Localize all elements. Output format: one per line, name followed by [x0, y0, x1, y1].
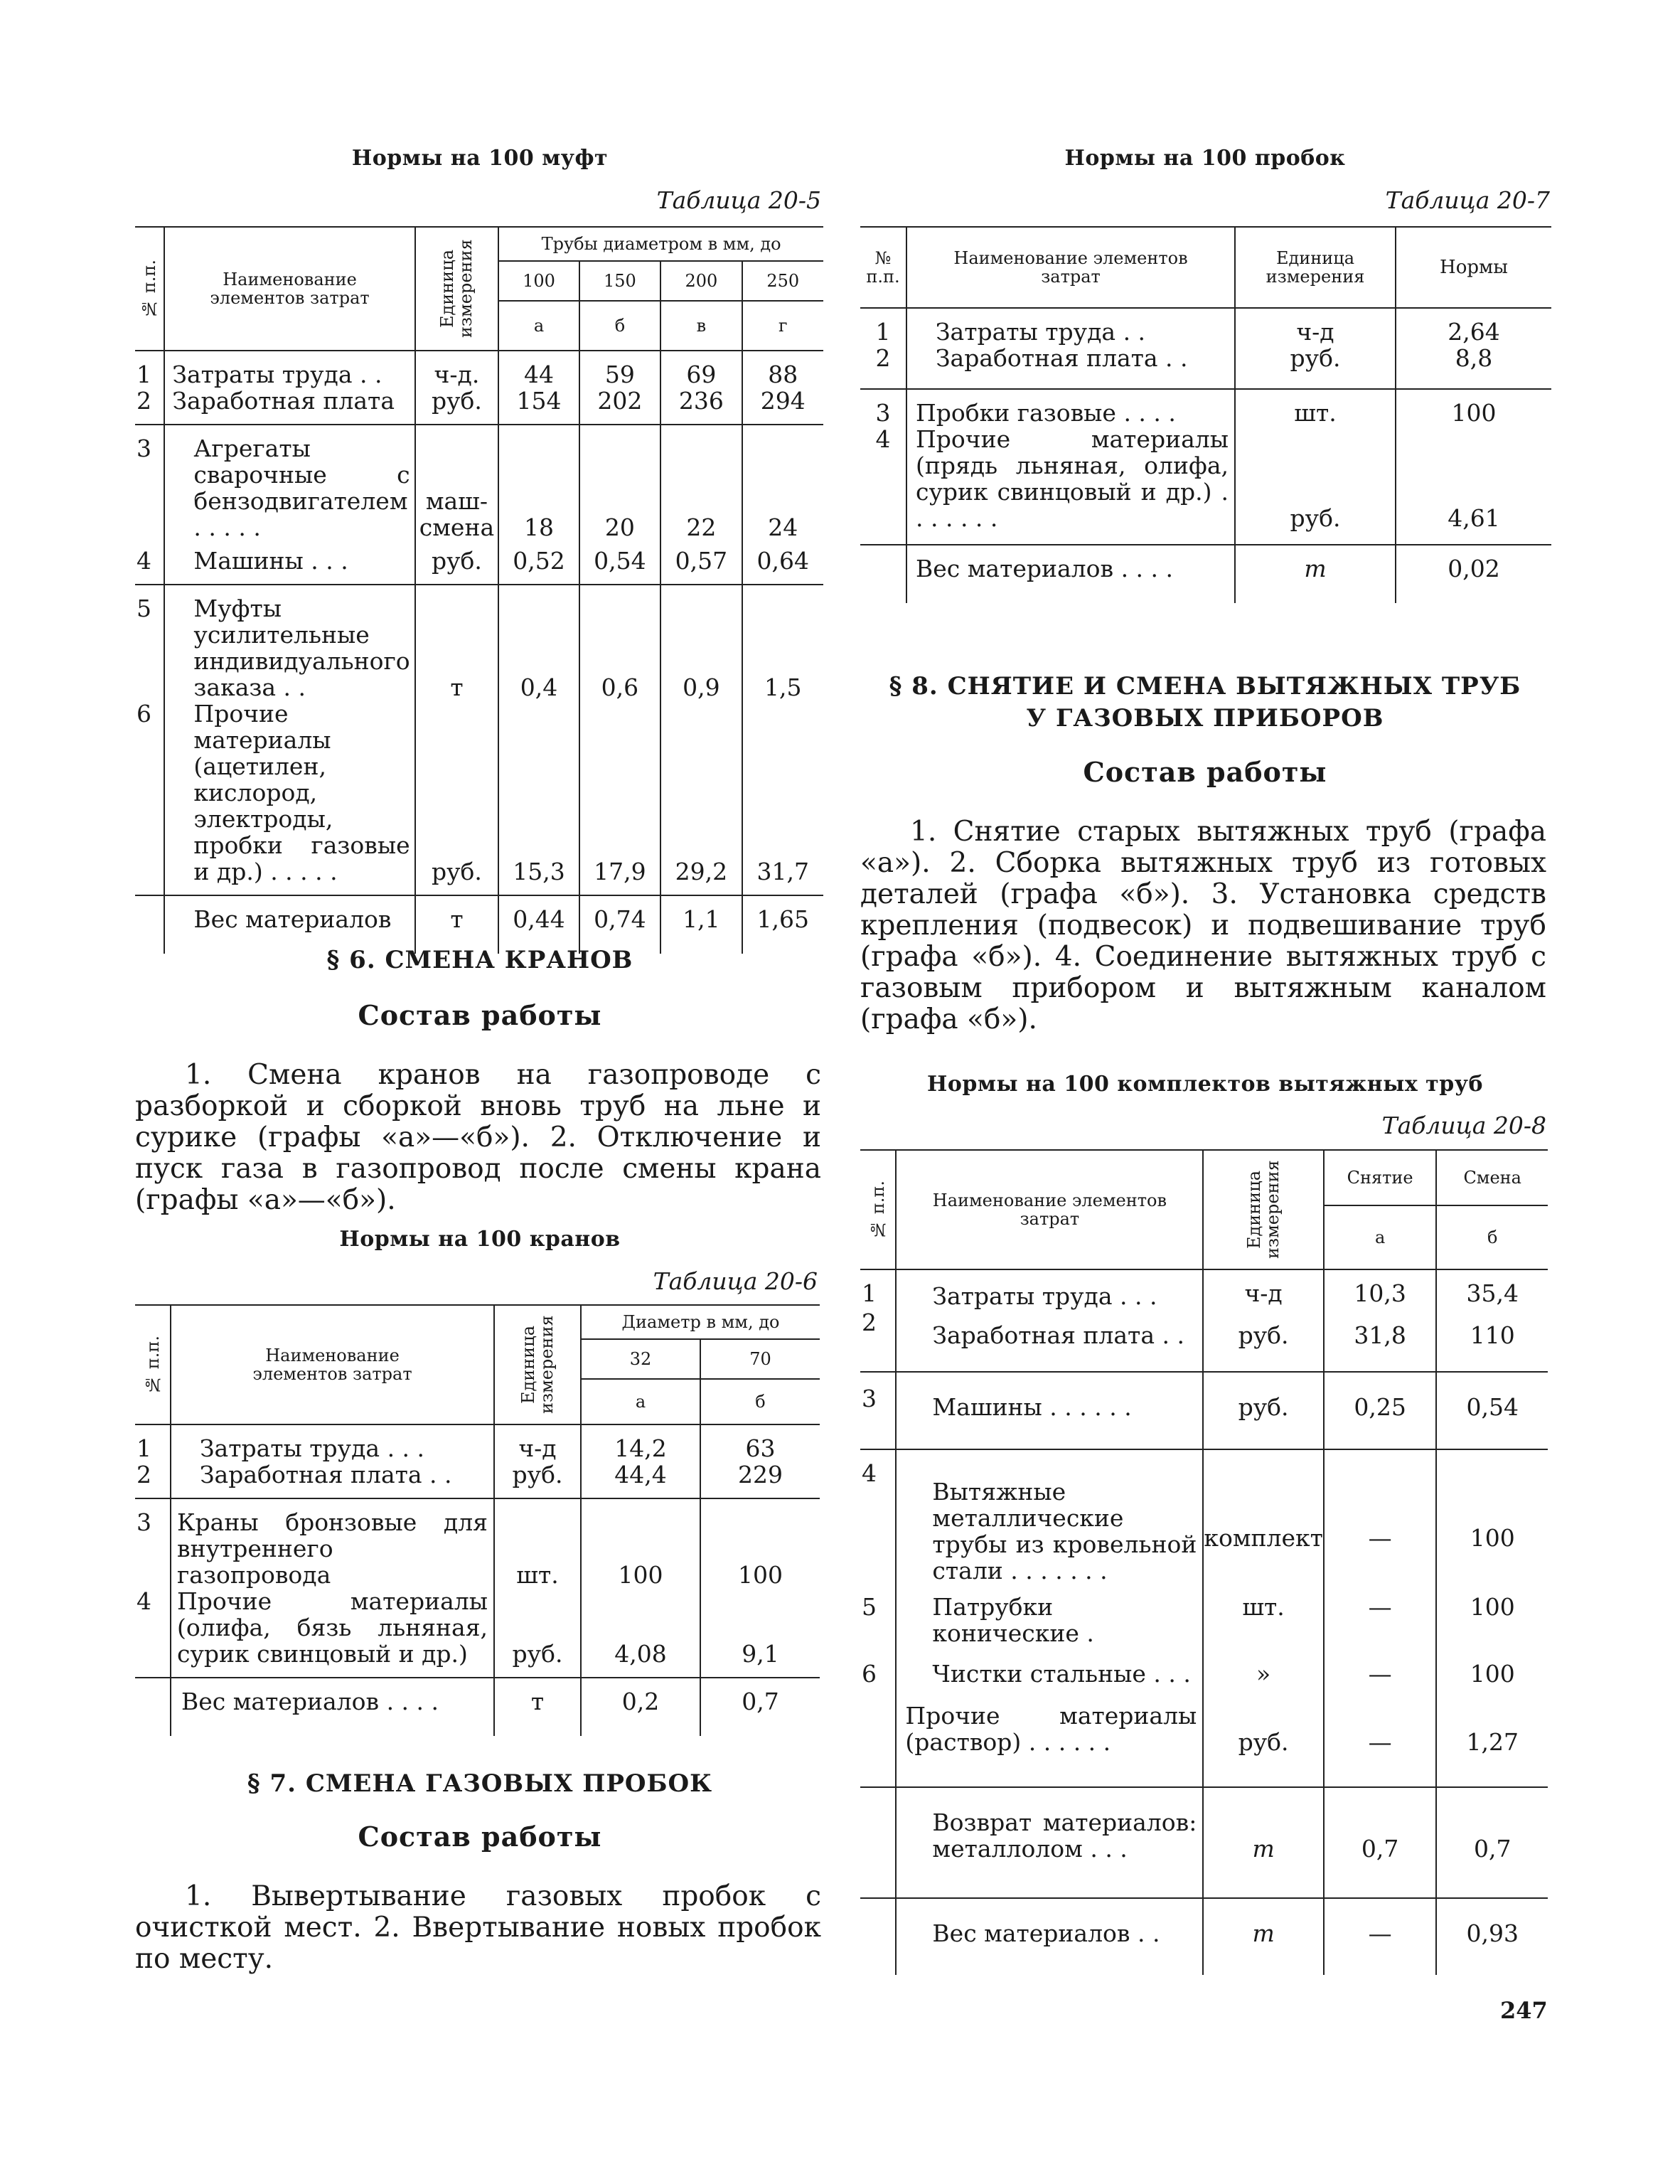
table-20-7-number: Таблица 20-7	[1385, 186, 1550, 214]
table-row: 2 Заработная плата . . руб. 31,8 110	[860, 1309, 1548, 1372]
header-size-a: 32	[581, 1339, 700, 1379]
header-group: Диаметр в мм, до	[581, 1305, 820, 1339]
header-letter-a: а	[498, 301, 579, 351]
table-row: Прочие материалы (раствор) . . . . . . руб. — 1,27	[860, 1687, 1548, 1787]
section-7-heading: § 7. СМЕНА ГАЗОВЫХ ПРОБОК	[247, 1769, 713, 1798]
table-row: 4 Прочие материалы (олифа, бязь льняная, сурик свинцовый и др.) руб. 4,08 9,1	[135, 1588, 820, 1678]
header-unit: Единица измерения	[1203, 1150, 1324, 1269]
header-unit: Единица измерения	[1235, 227, 1396, 308]
table-20-8-number: Таблица 20-8	[1381, 1112, 1546, 1139]
table-row: Возврат материалов: металлолом . . . т 0,7 0,7	[860, 1787, 1548, 1898]
header-letter-a: а	[1324, 1205, 1437, 1269]
table-20-5-title: Нормы на 100 муфт	[351, 146, 609, 171]
table-row: 1 Затраты труда . . . ч-д 10,3 35,4	[862, 1279, 1519, 1310]
table-row: Вес материалов . . . . т 0,2 0,7	[135, 1678, 820, 1736]
table-20-7	[860, 226, 1551, 603]
table-row: 3 Пробки газовые . . . . шт. 100	[860, 389, 1551, 426]
table-row: Вес материалов т 0,44 0,74 1,1 1,65	[135, 895, 823, 954]
header-letter-b: б	[1436, 1205, 1548, 1269]
header-name: Наименование элементов затрат	[171, 1305, 494, 1424]
table-row: Вес материалов . . . . т 0,02	[860, 545, 1551, 603]
header-nn: № п.п.	[135, 227, 164, 351]
header-letter-b: б	[579, 301, 660, 351]
header-size-b: 70	[700, 1339, 820, 1379]
table-row: 5 Муфты усилительные индивидуального заказа . . т 0,4 0,6 0,9 1,5	[135, 585, 823, 701]
section-8-subheading: Состав работы	[1083, 756, 1327, 788]
section-6-subheading: Состав работы	[358, 999, 602, 1031]
section-7-text: 1. Вывертывание газовых пробок с очисткой мест. 2. Ввертывание новых пробок по месту.	[135, 1880, 821, 1975]
section-6-text: 1. Смена кранов на газопроводе с разборкой и сборкой вновь труб на льне и сурике (графы «а»—«б»). 2. Отключение и пуск газа в газопровод после смены крана (графы «а»—«б»).	[135, 1059, 821, 1216]
section-8-text: 1. Снятие старых вытяжных труб (графа «а»). 2. Сборка вытяжных труб из готовых деталей (графа «б»). 3. Установка средств крепления (подвесок) и подвешивание труб (графа «б»). 4. Соединение вытяжных труб с газовым прибором и вытяжным каналом (графа «б»).	[860, 816, 1546, 1035]
table-row: 2 Заработная плата . . руб. 44,4 229	[135, 1461, 820, 1498]
header-nn: № п.п.	[860, 227, 906, 308]
header-nn: № п.п.	[135, 1305, 171, 1424]
header-size-c: 200	[660, 261, 742, 301]
section-7-subheading: Состав работы	[358, 1821, 602, 1853]
header-group: Трубы диаметром в мм, до	[498, 227, 823, 261]
header-letter-c: в	[660, 301, 742, 351]
header-size-d: 250	[742, 261, 823, 301]
header-unit: Единица измерения	[494, 1305, 581, 1424]
table-20-6-number: Таблица 20-6	[653, 1267, 818, 1295]
header-col-replace: Смена	[1436, 1150, 1548, 1205]
table-row: 3 Агрегаты сварочные с бензодвигателем . . . . . маш-смена 18 20 22 24	[135, 425, 823, 540]
table-row: 6 Прочие материалы (ацетилен, кислород, электроды, пробки газовые и др.) . . . . . руб. 15,3 17,9 29,2 31,7	[135, 701, 823, 895]
table-20-7-title: Нормы на 100 пробок	[1064, 146, 1346, 171]
section-8-heading-line1: § 8. СНЯТИЕ И СМЕНА ВЫТЯЖНЫХ ТРУБ	[889, 672, 1521, 701]
header-nn: № п.п.	[860, 1150, 896, 1269]
table-row: 5 Патрубки конические . шт. — 100	[860, 1584, 1548, 1646]
table-20-8-title: Нормы на 100 комплектов вытяжных труб	[927, 1072, 1483, 1097]
table-row: 6 Чистки стальные . . . » — 100	[860, 1646, 1548, 1687]
table-row: 1 Затраты труда . . ч-д 2,64	[860, 319, 1551, 345]
table-row: 4 Вытяжные металлические трубы из кровельной стали . . . . . . . комплект — 100	[860, 1449, 1548, 1584]
table-20-8	[860, 1149, 1548, 1975]
header-letter-b: б	[700, 1379, 820, 1424]
header-unit: Единица измерения	[415, 227, 499, 351]
table-row: 4 Машины . . . руб. 0,52 0,54 0,57 0,64	[135, 540, 823, 585]
table-row: 4 Прочие материалы (прядь льняная, олифа, сурик свинцовый и др.) . . . . . . . руб. 4,61	[860, 426, 1551, 545]
table-row: 3 Машины . . . . . . руб. 0,25 0,54	[860, 1372, 1548, 1449]
table-20-5	[135, 226, 823, 954]
table-row: 3 Краны бронзовые для внутреннего газопровода шт. 100 100	[135, 1498, 820, 1588]
table-20-5-number: Таблица 20-5	[656, 186, 821, 214]
header-letter-a: а	[581, 1379, 700, 1424]
header-name: Наименование элементов затрат	[896, 1150, 1203, 1269]
header-col-removal: Снятие	[1324, 1150, 1437, 1205]
table-row: 2 Заработная плата руб. 154 202 236 294	[135, 388, 823, 425]
table-row: 1 Затраты труда . . . ч-д 14,2 63	[137, 1434, 776, 1462]
header-size-a: 100	[498, 261, 579, 301]
header-size-b: 150	[579, 261, 660, 301]
page-number: 247	[1500, 1997, 1548, 2024]
header-name: Наименование элементов затрат	[164, 227, 414, 351]
header-norms: Нормы	[1396, 227, 1551, 308]
header-letter-d: г	[742, 301, 823, 351]
section-8-heading-line2: У ГАЗОВЫХ ПРИБОРОВ	[1026, 704, 1384, 733]
table-20-6-title: Нормы на 100 кранов	[339, 1227, 621, 1252]
table-row: 2 Заработная плата . . руб. 8,8	[860, 345, 1551, 389]
table-row: 1 Затраты труда . . ч-д. 44 59 69 88	[137, 361, 798, 388]
header-name: Наименование элементов затрат	[906, 227, 1235, 308]
table-row: Вес материалов . . т — 0,93	[860, 1898, 1548, 1975]
section-6-heading: § 6. СМЕНА КРАНОВ	[326, 946, 633, 974]
table-20-6	[135, 1304, 820, 1736]
